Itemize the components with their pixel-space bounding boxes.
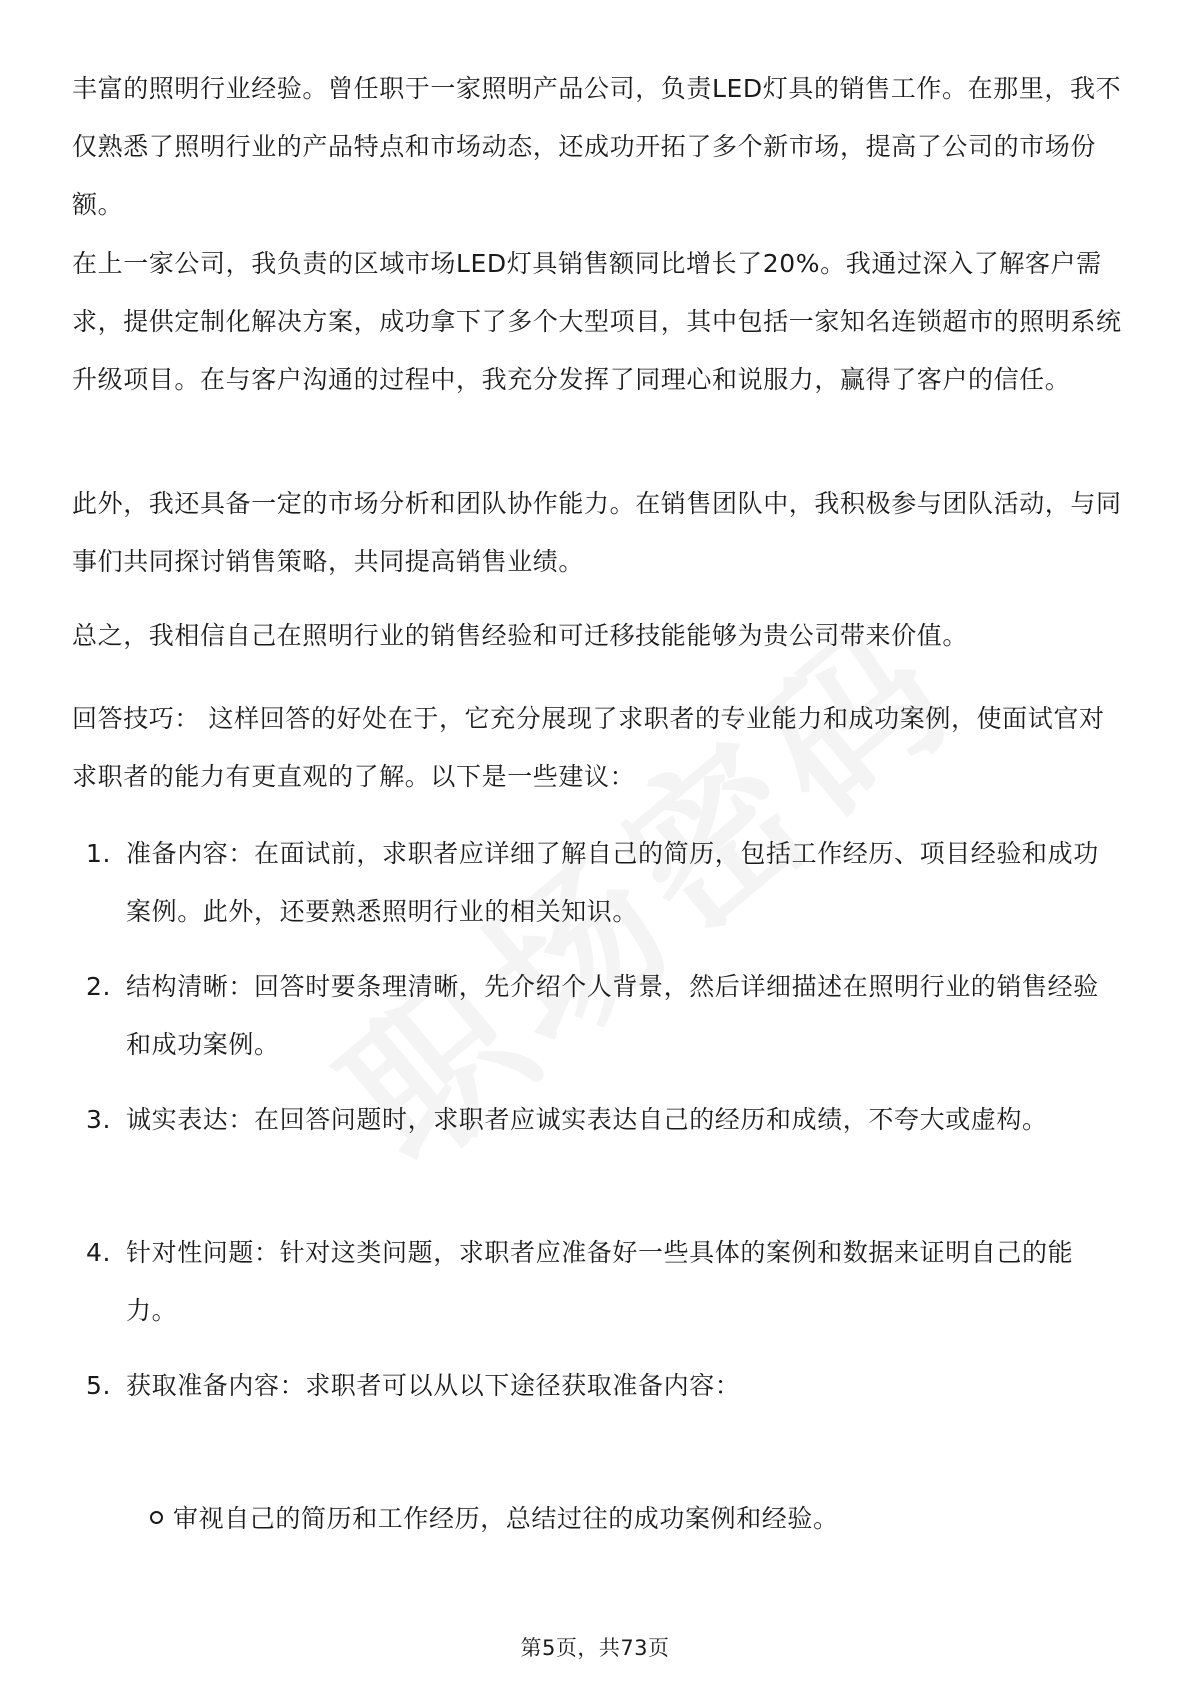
list-text: 结构清晰：回答时要条理清晰，先介绍个人背景，然后详细描述在照明行业的销售经验和成功案例。 <box>126 972 1099 1059</box>
paragraph-summary: 总之，我相信自己在照明行业的销售经验和可迁移技能能够为贵公司带来价值。 <box>72 621 969 650</box>
list-text: 获取准备内容：求职者可以从以下途径获取准备内容： <box>126 1371 741 1400</box>
bullet-circle-icon <box>150 1511 163 1524</box>
list-number: 4. <box>86 1238 112 1267</box>
list-item <box>72 825 1122 941</box>
paragraph-additional-skills: 此外，我还具备一定的市场分析和团队协作能力。在销售团队中，我积极参与团队活动，与同事们共同探讨销售策略，共同提高销售业绩。 <box>72 489 1122 576</box>
list-text: 准备内容：在面试前，求职者应详细了解自己的简历，包括工作经历、项目经验和成功案例。此外，还要熟悉照明行业的相关知识。 <box>126 839 1099 926</box>
list-number: 2. <box>86 972 112 1001</box>
list-item <box>72 958 1122 1074</box>
list-text: 诚实表达：在回答问题时，求职者应诚实表达自己的经历和成绩，不夸大或虚构。 <box>126 1105 1048 1134</box>
list-item <box>72 1091 1122 1149</box>
page-footer: 第5页，共73页 <box>520 1636 670 1660</box>
sub-list-item <box>150 1490 1110 1548</box>
list-number: 1. <box>86 839 112 868</box>
list-item <box>72 1224 1122 1340</box>
list-number: 5. <box>86 1371 112 1400</box>
sub-list-text: 审视自己的简历和工作经历，总结过往的成功案例和经验。 <box>173 1504 839 1533</box>
list-item <box>72 1357 1122 1415</box>
list-text: 针对性问题：针对这类问题，求职者应准备好一些具体的案例和数据来证明自己的能力。 <box>126 1238 1074 1325</box>
paragraph-experience: 丰富的照明行业经验。曾任职于一家照明产品公司，负责LED灯具的销售工作。在那里，我不仅熟悉了照明行业的产品特点和市场动态，还成功开拓了多个新市场，提高了公司的市场份额。 <box>72 74 1122 219</box>
paragraph-previous-company: 在上一家公司，我负责的区域市场LED灯具销售额同比增长了20%。我通过深入了解客户需求，提供定制化解决方案，成功拿下了多个大型项目，其中包括一家知名连锁超市的照明系统升级项目。在与客户沟通的过程中，我充分发挥了同理心和说服力，赢得了客户的信任。 <box>72 249 1122 394</box>
list-number: 3. <box>86 1105 112 1134</box>
paragraph-answer-tips: 回答技巧： 这样回答的好处在于，它充分展现了求职者的专业能力和成功案例，使面试官对求职者的能力有更直观的了解。以下是一些建议： <box>72 704 1105 791</box>
